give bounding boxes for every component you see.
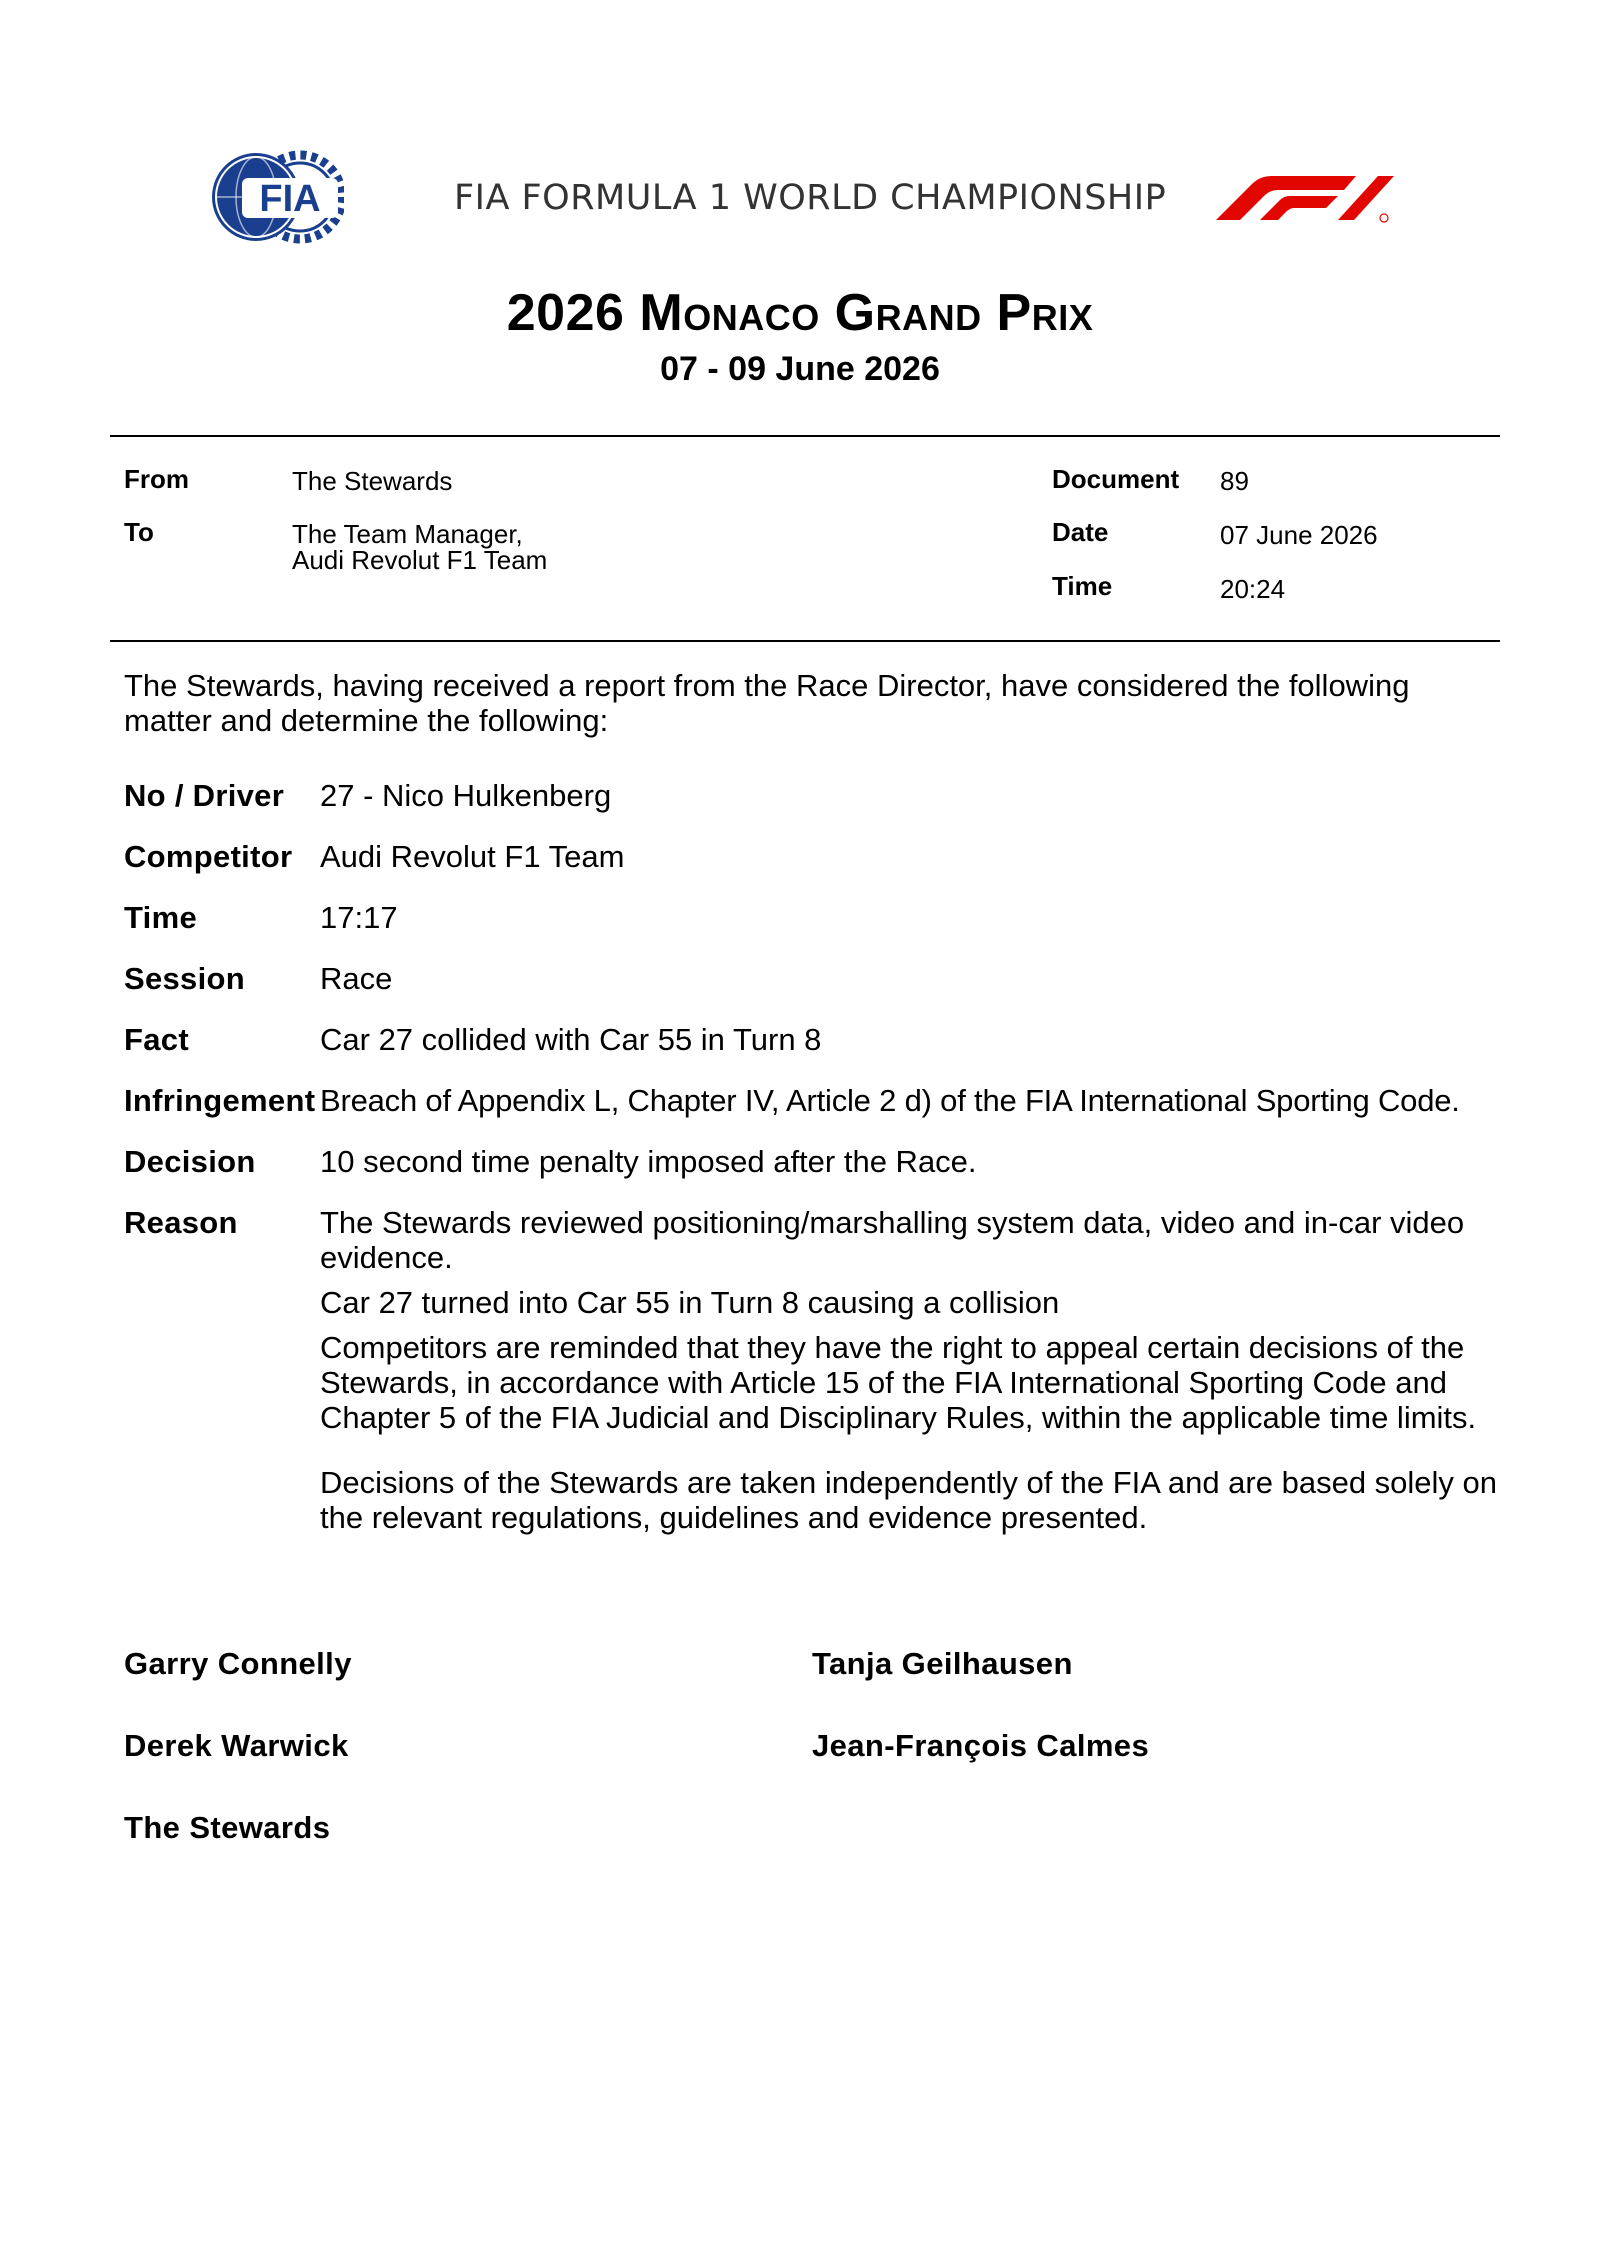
fia-logo xyxy=(204,150,344,244)
document-label: Document xyxy=(1052,464,1180,494)
infringement-label: Infringement xyxy=(124,1083,316,1118)
driver-value: 27 - Nico Hulkenberg xyxy=(320,778,612,813)
fact-value: Car 27 collided with Car 55 in Turn 8 xyxy=(320,1022,822,1057)
session-value: Race xyxy=(320,961,393,996)
steward-signature: Tanja Geilhausen xyxy=(812,1646,1073,1681)
to-value xyxy=(292,521,547,573)
session-label: Session xyxy=(124,961,245,996)
top-divider xyxy=(110,435,1500,437)
to-value-line-2: Audi Revolut F1 Team xyxy=(292,545,548,575)
fia-logo-text: FIA xyxy=(259,178,321,220)
incident-time-label: Time xyxy=(124,900,197,935)
f1-logo xyxy=(1206,170,1402,226)
infringement-value: Breach of Appendix L, Chapter IV, Article 2 d) of the FIA International Sporting Code. xyxy=(320,1083,1460,1118)
decision-value: 10 second time penalty imposed after the Race. xyxy=(320,1144,977,1179)
reason-value xyxy=(320,1205,1500,1545)
appeal-notice: Competitors are reminded that they have the right to appeal certain decisions of the Stewards, in accordance with Article 15 of the FIA International Sporting Code and Chapter 5 of the FIA Judicial and Disciplinary Rules, within the applicable time limits. xyxy=(320,1330,1477,1435)
steward-signature: Garry Connelly xyxy=(124,1646,352,1681)
independence-notice: Decisions of the Stewards are taken independently of the FIA and are based solely on the relevant regulations, guidelines and evidence presented. xyxy=(320,1465,1498,1535)
date-value: 07 June 2026 xyxy=(1220,520,1378,550)
competitor-label: Competitor xyxy=(124,839,293,874)
from-value: The Stewards xyxy=(292,466,453,496)
championship-title: FIA FORMULA 1 WORLD CHAMPIONSHIP xyxy=(454,178,1167,218)
time-value: 20:24 xyxy=(1220,574,1286,604)
incident-time-value: 17:17 xyxy=(320,900,398,935)
to-label: To xyxy=(124,517,154,547)
intro-paragraph: The Stewards, having received a report from the Race Director, have considered the following matter and determine the following: xyxy=(124,668,1410,738)
from-label: From xyxy=(124,464,189,494)
date-label: Date xyxy=(1052,517,1109,547)
to-value-line-1: The Team Manager, xyxy=(292,519,523,549)
stewards-closing: The Stewards xyxy=(124,1810,331,1845)
competitor-value: Audi Revolut F1 Team xyxy=(320,839,625,874)
driver-label: No / Driver xyxy=(124,778,285,813)
steward-signature: Jean-François Calmes xyxy=(812,1728,1150,1763)
decision-label: Decision xyxy=(124,1144,256,1179)
bottom-divider xyxy=(110,640,1500,642)
document-number: 89 xyxy=(1220,466,1249,496)
event-title: 2026 Monaco Grand Prix xyxy=(506,284,1094,342)
event-header xyxy=(0,280,1600,390)
reason-paragraph: Car 27 turned into Car 55 in Turn 8 causing a collision xyxy=(320,1285,1060,1320)
steward-signature: Derek Warwick xyxy=(124,1728,349,1763)
time-label: Time xyxy=(1052,571,1113,601)
event-dates: 07 - 09 June 2026 xyxy=(660,350,940,388)
reason-paragraph: The Stewards reviewed positioning/marshalling system data, video and in-car video evidence. xyxy=(320,1205,1465,1275)
fact-label: Fact xyxy=(124,1022,189,1057)
reason-label: Reason xyxy=(124,1205,238,1240)
